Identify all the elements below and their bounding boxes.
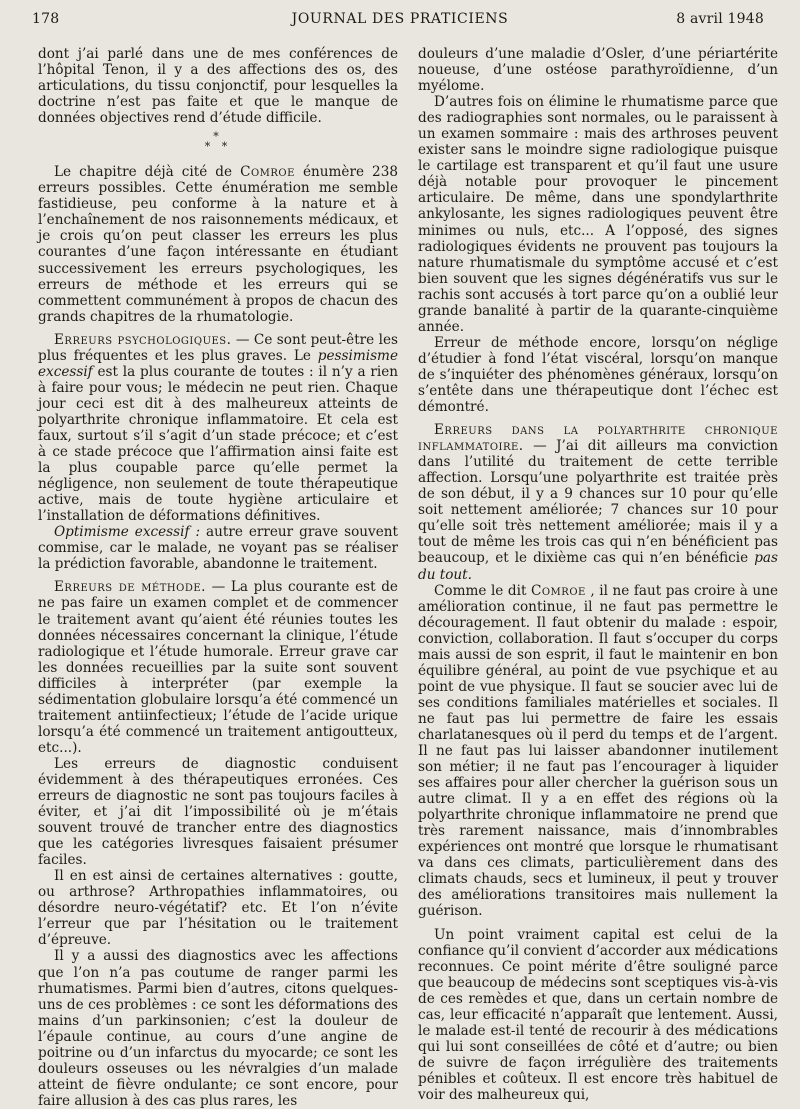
right-column (418, 46, 778, 1103)
paragraph: Erreurs de méthode. — La plus courante est de ne pas faire un examen complet et de commencer le traitement avant qu’aient été réunies toutes les données nécessaires concernant la clinique, l’étude radiologique et l’étude humorale. Erreur grave car les données recueillies par la suite sont souvent difficiles à interpréter (par exemple la sédimentation globulaire lorsqu’a été commencé un traitement antiinfectieux; l’étude de l’acide urique lorsqu’a été commencé un traitement antigoutteux, etc...). (38, 579, 398, 756)
page-number: 178 (32, 11, 60, 27)
paragraph: Erreurs psychologiques. — Ce sont peut-être les plus fréquentes et les plus graves. Le pessimisme excessif est la plus courante de toutes : il n’y a rien à faire pour vous; le médecin ne peut rien. Chaque jour ceci est dit à des malheureux atteints de polyarthrite chronique inflammatoire. Et cela est faux, surtout s’il s’agit d’un stade précoce; et c’est à ce stade précoce que l’affirmation ainsi faite est la plus coupable parce qu’elle permet la négligence, non seulement de toute thérapeutique active, mais de toute hygiène articulaire et l’installation de déformations définitives. (38, 331, 398, 525)
section-heading: Erreurs de méthode. (54, 579, 206, 596)
running-header (0, 11, 800, 35)
author-name: Comroe (530, 582, 586, 599)
paragraph: douleurs d’une maladie d’Osler, d’une périartérite noueuse, d’une ostéose parathyroïdienne, d’un myélome. (418, 46, 778, 95)
paragraph: Un point vraiment capital est celui de la confiance qu’il convient d’accorder aux médications reconnues. Ce point mérite d’être souligné parce que beaucoup de médecins sont sceptiques vis-à-vis de ces remèdes et que, dans un certain nombre de cas, leur efficacité n’apparaît que lentement. Aussi, le malade est-il tenté de recourir à des médications qui lui sont conseillées de côté et d’autre; ou bien de suivre de façon irrégulière des traitements pénibles et coûteux. Il est encore très habituel de voir des malheureux qui, (418, 926, 778, 1103)
paragraph: Il en est ainsi de certaines alternatives : goutte, ou arthrose? Arthropathies inflammatoires, ou désordre neuro-végétatif? etc. Et l’on n’évite l’erreur que par l’hésitation ou le traitement d’épreuve. (38, 868, 398, 949)
paragraph: D’autres fois on élimine le rhumatisme parce que des radiographies sont normales, ou le paraissent à un examen sommaire : mais des arthroses peuvent exister sans le moindre signe radiologique puisque le cartilage est transparent et qu’il faut une usure déjà notable pour provoquer le pincement articulaire. De même, dans une spondylarthrite ankylosante, les signes radiologiques peuvent être minimes ou nuls, etc... A l’opposé, des signes radiologiques évidents ne prouvent pas toujours la nature rhumatismale du symptôme accusé et c’est bien souvent que les signes dégénératifs vus sur le rachis sont accusés à tort parce qu’on a oublié leur grande banalité à partir de la quarante-cinquième année. (418, 94, 778, 335)
paragraph: Les erreurs de diagnostic conduisent évidemment à des thérapeutiques erronées. Ces erreurs de diagnostic ne sont pas toujours faciles à éviter, et j’ai dit l’impossibilité où je m’étais souvent trouvé de trancher entre des diagnostics que les catégories livresques faisaient présumer faciles. (38, 755, 398, 869)
section-heading: Erreurs dans la polyarthrite chronique inflammatoire. (418, 422, 778, 455)
author-name: Comroe (240, 164, 295, 181)
paragraph: dont j’ai parlé dans une de mes conférences de l’hôpital Tenon, il y a des affections des os, des articulations, du tissu conjonctif, pour lesquelles la doctrine n’est pas faite et que le manque de données objectives rend d’étude difficile. (38, 46, 398, 127)
paragraph: Comme le dit Comroe , il ne faut pas croire à une amélioration continue, il ne faut pas permettre le découragement. Il faut obtenir du malade : espoir, conviction, collaboration. Il faut s’occuper du corps mais aussi de son esprit, il faut le maintenir en bon équilibre général, au point de vue psychique et au point de vue physique. Il faut se soucier avec lui de ses conditions familiales matérielles et sociales. Il ne faut pas lui permettre de faire les essais charlatanesques où il perd du temps et de l’argent. Il ne faut pas lui laisser abandonner inutilement son métier; il ne faut pas l’encourager à liquider ses affaires pour aller chercher la guérison sous un autre climat. Il y a en effet des régions où la polyarthrite chronique inflammatoire ne prend que très rarement naissance, mais d’innombrables expériences ont montré que lorsque le rhumatisant va dans ces climats, particulièrement dans des climats chauds, secs et lumineux, il peut y trouver des améliorations transitoires mais nullement la guérison. (418, 582, 778, 920)
paragraph: Erreurs dans la polyarthrite chronique inflammatoire. — J’ai dit ailleurs ma conviction dans l’utilité du traitement de cette terrible affection. Lorsqu’une polyarthrite est traitée près de son début, il y a 9 chances sur 10 pour qu’elle soit nettement améliorée; 7 chances sur 10 pour qu’elle soit très nettement améliorée; mais il y a tout de même les trois cas qui n’en bénéficient pas beaucoup, et le dixième cas qui n’en bénéficie pas du tout. (418, 422, 778, 583)
paragraph: Il y a aussi des diagnostics avec les affections que l’on n’a pas coutume de ranger parmi les rhumatismes. Parmi bien d’autres, citons quelques-uns de ces problèmes : ce sont les déformations des mains d’un parkinsonien; c’est la douleur de l’épaule continue, au cours d’une angine de poitrine ou d’un infarctus du myocarde; ce sont les douleurs osseuses ou les névralgies d’un malade atteint de fièvre ondulante; ce sont encore, pour faire allusion à des cas plus rares, les (38, 948, 398, 1109)
issue-date: 8 avril 1948 (676, 11, 764, 27)
paragraph: Erreur de méthode encore, lorsqu’on néglige d’étudier à fond l’état viscéral, lorsqu’on manque de s’inquiéter des phénomènes généraux, lorsqu’on s’entête dans une thérapeutique dont l’échec est démontré. (418, 334, 778, 416)
left-column (38, 46, 398, 1109)
paragraph: Le chapitre déjà cité de Comroe énumère 238 erreurs possibles. Cette énumération me semble fastidieuse, peu conforme à la nature et à l’enchaînement de nos raisonnements médicaux, et je crois qu’on peut classer les erreurs les plus courantes d’une façon intéressante en étudiant successivement les erreurs psychologiques, les erreurs de méthode et les erreurs qui se commettent communément à propos de chacun des grands chapitres de la rhumatologie. (38, 164, 398, 325)
section-heading: Erreurs psychologiques. (54, 331, 232, 348)
paragraph: Optimisme excessif : autre erreur grave souvent commise, car le malade, ne voyant pas se réaliser la prédiction favorable, abandonne le traitement. (38, 524, 398, 573)
journal-title: JOURNAL DES PRATICIENS (291, 11, 509, 27)
section-separator (38, 132, 398, 152)
separator-stars: * * (204, 140, 232, 154)
separator-star: * (213, 130, 223, 144)
